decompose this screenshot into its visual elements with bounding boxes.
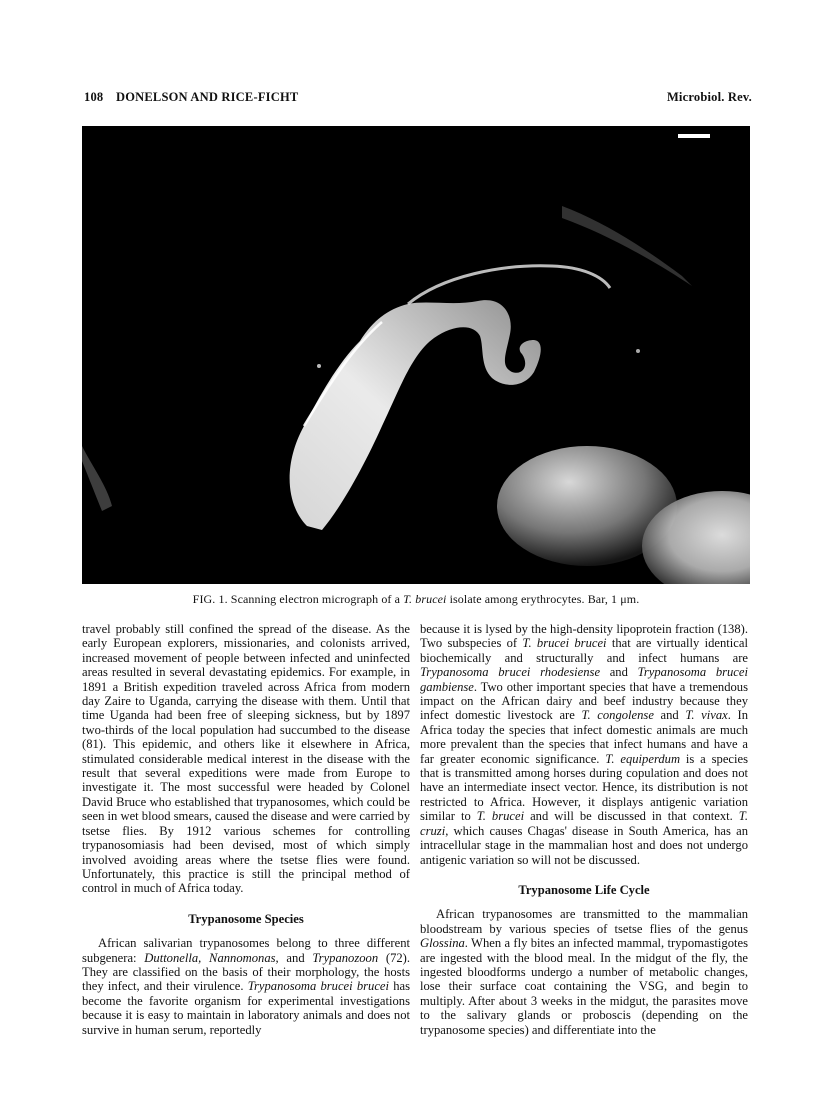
caption-text: FIG. 1. Scanning electron micrograph of a	[192, 592, 404, 606]
running-authors: DONELSON AND RICE-FICHT	[116, 90, 299, 104]
micrograph-image	[82, 126, 750, 584]
right-column	[420, 622, 748, 1037]
figure-caption	[82, 592, 750, 607]
scale-bar	[678, 134, 710, 138]
section-heading: Trypanosome Life Cycle	[518, 882, 650, 897]
journal-name: Microbiol. Rev.	[666, 90, 752, 104]
paragraph: African trypanosomes are transmitted to the mammalian bloodstream by various species of tsetse flies of the genus Glossina. When a fly bites an infected mammal, trypomastigotes are ingested with the blood meal. In the midgut of the fly, the ingested bloodforms undergo a number of metabolic changes, lose their surface coat containing the VSG, and begin to multiply. After about 3 weeks in the midgut, the parasites move to the salivary glands or proboscis (depending on the trypanosome species) and differentiate into the	[420, 907, 748, 1037]
section-heading: Trypanosome Species	[188, 911, 304, 926]
paragraph: travel probably still confined the spread of the disease. As the early European explorers, missionaries, and colonists arrived, increased movement of people between infected and uninfected areas resulted in several devastating epidemics. For example, in 1891 a British expedition traveled across Africa from modern day Zaire to Uganda, carrying the disease with them. Until that time Uganda had been free of sleeping sickness, but by 1897 two-thirds of the local population had succumbed to the disease (81). This epidemic, and others like it elsewhere in Africa, stimulated considerable medical interest in the disease with the result that several expeditions were made from Europe to investigate it. The most successful were headed by Colonel David Bruce who established that trypanosomes, which could be seen in wet blood smears, caused the disease and were carried by tsetse flies. By 1912 various schemes for controlling trypanosomiasis had been devised, most of which simply involved avoiding areas where the tsetse flies were found. Unfortunately, this practice is still the principal method of control in much of Africa today.	[82, 622, 411, 896]
micrograph-figure	[82, 126, 750, 584]
left-column	[82, 622, 410, 1037]
running-header	[84, 90, 752, 108]
paragraph: because it is lysed by the high-density lipoprotein fraction (138). Two subspecies of T. brucei brucei that are virtually identical biochemically and structurally and infect humans are Trypanosoma brucei rhodesiense and Trypanosoma brucei gambiense. Two other important species that have a tremendous impact on the African dairy and beef industry because they infect domestic livestock are T. congolense and T. vivax. In Africa today the species that infect domestic animals are much more prevalent than the species that infect humans and have a far greater economic significance. T. equiperdum is a species that is transmitted among horses during copulation and does not have an intermediate insect vector. Hence, its distribution is not restricted to Africa. However, it displays antigenic variation similar to T. brucei and will be discussed in that context. T. cruzi, which causes Chagas' disease in South America, has an intracellular stage in the mammalian host and does not undergo antigenic variation so will not be discussed.	[420, 622, 749, 867]
caption-text: isolate among erythrocytes. Bar, 1 μm.	[446, 592, 640, 606]
page-number: 108	[84, 90, 104, 104]
paragraph: African salivarian trypanosomes belong to three different subgenera: Duttonella, Nannomonas, and Trypanozoon (72). They are classified on the basis of their morphology, the hosts they infect, and their virulence. Trypanosoma brucei brucei has become the favorite organism for experimental investigations because it is easy to maintain in laboratory animals and does not survive in human serum, reportedly	[82, 936, 411, 1037]
caption-species: T. brucei	[403, 592, 447, 606]
